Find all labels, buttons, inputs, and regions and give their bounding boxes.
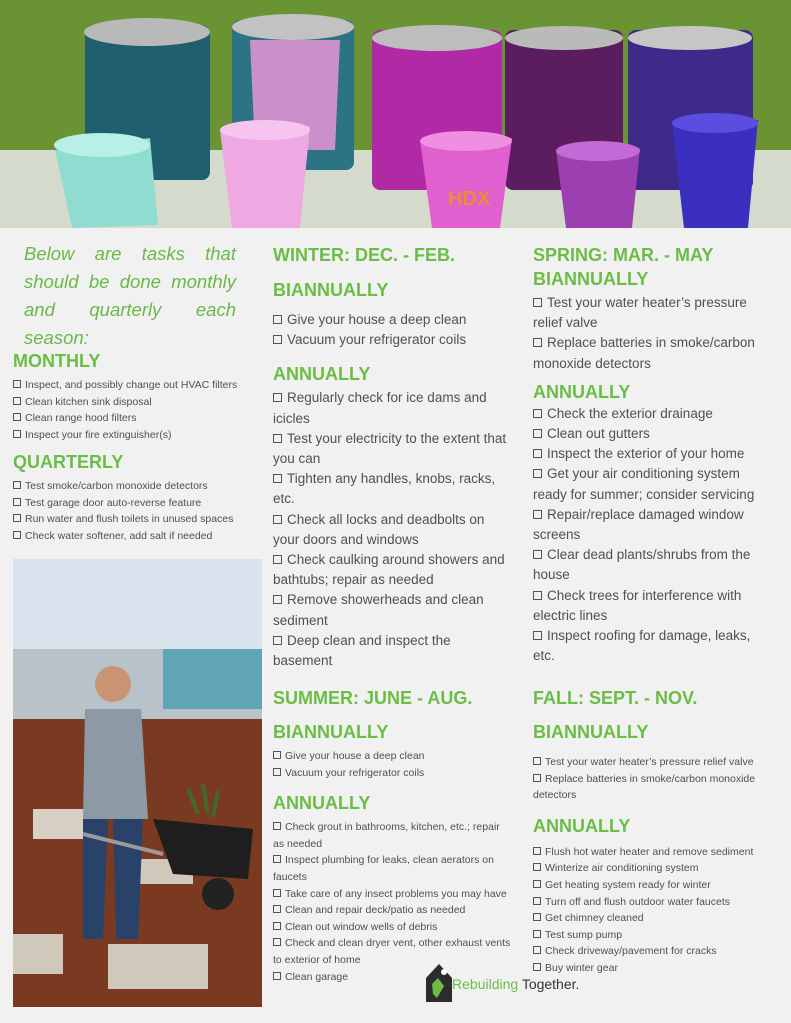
checkbox-icon[interactable]: [273, 515, 282, 524]
list-item: Flush hot water heater and remove sediment: [533, 844, 773, 861]
checkbox-icon[interactable]: [533, 774, 541, 782]
checkbox-icon[interactable]: [273, 855, 281, 863]
list-item: Run water and flush toilets in unused spaces: [13, 511, 258, 528]
checkbox-icon[interactable]: [13, 380, 21, 388]
hero-image-paint-cans: [0, 0, 791, 228]
list-item: Clean and repair deck/patio as needed: [273, 902, 513, 919]
list-item: Test your electricity to the extent that you can: [273, 430, 507, 467]
checkbox-icon[interactable]: [273, 393, 282, 402]
quarterly-heading: QUARTERLY: [13, 452, 124, 472]
checkbox-icon[interactable]: [13, 498, 21, 506]
checkbox-icon[interactable]: [533, 338, 542, 347]
summer-biannually-heading: BIANNUALLY: [273, 722, 389, 742]
list-item: Get your air conditioning system ready for summer; consider servicing: [533, 466, 755, 502]
logo-word-together: Together.: [521, 976, 580, 992]
svg-text:HDX: HDX: [448, 188, 491, 210]
checkbox-icon[interactable]: [533, 847, 541, 855]
monthly-heading: MONTHLY: [13, 351, 101, 371]
monthly-list: [13, 377, 258, 443]
checkbox-icon[interactable]: [13, 413, 21, 421]
house-logo-icon: [424, 958, 454, 1004]
checkbox-icon[interactable]: [273, 922, 281, 930]
winter-annually-list: [273, 388, 513, 671]
spring-heading: SPRING: MAR. - MAY: [533, 245, 714, 265]
checkbox-icon[interactable]: [273, 938, 281, 946]
list-item: Get heating system ready for winter: [533, 877, 773, 894]
summer-biannually-list: [273, 748, 513, 781]
winter-biannually-list: [273, 310, 513, 350]
intro-text: Below are tasks that should be done monthly and quarterly each season:: [24, 243, 236, 348]
checkbox-icon[interactable]: [273, 335, 282, 344]
list-item: Test garage door auto-reverse feature: [13, 495, 258, 512]
checkbox-icon[interactable]: [273, 822, 281, 830]
fall-biannually-list: [533, 754, 773, 804]
list-item: Get chimney cleaned: [533, 910, 773, 927]
fall-section: [533, 686, 773, 977]
list-item: Clean kitchen sink disposal: [13, 394, 258, 411]
checkbox-icon[interactable]: [533, 863, 541, 871]
list-item: Inspect roofing for damage, leaks, etc.: [533, 628, 751, 664]
list-item: Clean garage: [273, 969, 513, 986]
checkbox-icon[interactable]: [533, 631, 542, 640]
checkbox-icon[interactable]: [273, 595, 282, 604]
quarterly-section: [13, 450, 258, 544]
checkbox-icon[interactable]: [533, 757, 541, 765]
list-item: Give your house a deep clean: [273, 310, 513, 330]
list-item: Winterize air conditioning system: [533, 860, 773, 877]
list-item: Check grout in bathrooms, kitchen, etc.; repair as needed: [273, 821, 500, 850]
checkbox-icon[interactable]: [533, 449, 542, 458]
checkbox-icon[interactable]: [273, 434, 282, 443]
list-item: Clean range hood filters: [13, 410, 258, 427]
list-item: Test your water heater’s pressure relief valve: [533, 754, 773, 771]
list-item: Give your house a deep clean: [273, 748, 513, 765]
spring-section: [533, 243, 773, 666]
list-item: Replace batteries in smoke/carbon monoxide detectors: [533, 772, 756, 802]
checkbox-icon[interactable]: [533, 409, 542, 418]
list-item: Check and clean dryer vent, other exhaust vents to exterior of home: [273, 937, 511, 966]
checkbox-icon[interactable]: [533, 429, 542, 438]
list-item: Inspect the exterior of your home: [533, 444, 773, 464]
list-item: Vacuum your refrigerator coils: [273, 765, 513, 782]
winter-section: [273, 243, 513, 671]
list-item: Check trees for interference with electric lines: [533, 587, 742, 623]
list-item: Check water softener, add salt if needed: [13, 528, 258, 545]
winter-annually-heading: ANNUALLY: [273, 364, 371, 385]
volunteer-photo: [13, 559, 262, 1007]
list-item: Vacuum your refrigerator coils: [273, 330, 513, 350]
logo-text: [452, 976, 579, 992]
list-item: Test your water heater’s pressure relief valve: [533, 295, 747, 331]
list-item: Test smoke/carbon monoxide detectors: [13, 478, 258, 495]
list-item: Regularly check for ice dams and icicles: [273, 390, 487, 426]
checkbox-icon[interactable]: [533, 897, 541, 905]
list-item: Tighten any handles, knobs, racks, etc.: [273, 471, 496, 507]
list-item: Clear dead plants/shrubs from the house: [533, 547, 751, 583]
fall-annually-list: [533, 844, 773, 977]
list-item: Test sump pump: [533, 927, 773, 944]
list-item: Inspect, and possibly change out HVAC filters: [13, 377, 258, 394]
fall-annually-heading: ANNUALLY: [533, 815, 631, 836]
summer-annually-heading: ANNUALLY: [273, 793, 371, 814]
spring-biannually-heading: BIANNUALLY: [533, 269, 649, 289]
list-item: Take care of any insect problems you may have: [273, 886, 513, 903]
checkbox-icon[interactable]: [13, 531, 21, 539]
list-item: Remove showerheads and clean sediment: [273, 592, 484, 628]
quarterly-list: [13, 478, 258, 544]
checkbox-icon[interactable]: [273, 555, 282, 564]
list-item: Check the exterior drainage: [533, 404, 773, 424]
summer-heading: SUMMER: JUNE - AUG.: [273, 688, 473, 708]
list-item: Check all locks and deadbolts on your doors and windows: [273, 511, 485, 547]
checkbox-icon[interactable]: [273, 474, 282, 483]
checkbox-icon[interactable]: [533, 591, 542, 600]
list-item: Inspect your fire extinguisher(s): [13, 427, 258, 444]
checkbox-icon[interactable]: [533, 880, 541, 888]
checkbox-icon[interactable]: [533, 550, 542, 559]
fall-heading: FALL: SEPT. - NOV.: [533, 688, 698, 708]
list-item: Clean out gutters: [533, 424, 773, 444]
spring-biannually-list: [533, 293, 773, 374]
list-item: Repair/replace damaged window screens: [533, 506, 744, 543]
list-item: Buy winter gear: [533, 960, 773, 977]
checkbox-icon[interactable]: [273, 972, 281, 980]
checkbox-icon[interactable]: [273, 905, 281, 913]
list-item: Turn off and flush outdoor water faucets: [533, 894, 773, 911]
checkbox-icon[interactable]: [13, 397, 21, 405]
checkbox-icon[interactable]: [273, 636, 282, 645]
list-item: Inspect plumbing for leaks, clean aerators on faucets: [273, 854, 494, 883]
checkbox-icon[interactable]: [13, 514, 21, 522]
checkbox-icon[interactable]: [533, 298, 542, 307]
checkbox-icon[interactable]: [13, 481, 21, 489]
list-item: Replace batteries in smoke/carbon monoxide detectors: [533, 335, 755, 371]
checkbox-icon[interactable]: [273, 315, 282, 324]
list-item: Clean out window wells of debris: [273, 919, 513, 936]
checkbox-icon[interactable]: [533, 469, 542, 478]
summer-section: [273, 686, 513, 985]
fall-biannually-heading: BIANNUALLY: [533, 722, 649, 742]
checkbox-icon[interactable]: [533, 946, 541, 954]
spring-annually-list: [533, 404, 773, 667]
monthly-section: [13, 349, 258, 443]
winter-heading: WINTER: DEC. - FEB.: [273, 245, 455, 265]
logo-word-rebuilding: Rebuilding: [452, 976, 519, 992]
checkbox-icon[interactable]: [273, 889, 281, 897]
winter-biannually-heading: BIANNUALLY: [273, 280, 389, 300]
list-item: Check driveway/pavement for cracks: [533, 943, 773, 960]
checkbox-icon[interactable]: [533, 913, 541, 921]
rebuilding-together-logo: [424, 958, 594, 1004]
list-item: Deep clean and inspect the basement: [273, 632, 451, 669]
list-item: Check caulking around showers and bathtubs; repair as needed: [273, 552, 505, 588]
checkbox-icon[interactable]: [273, 751, 281, 759]
checkbox-icon[interactable]: [533, 510, 542, 519]
checkbox-icon[interactable]: [13, 430, 21, 438]
checkbox-icon[interactable]: [533, 930, 541, 938]
checkbox-icon[interactable]: [273, 768, 281, 776]
spring-annually-heading: ANNUALLY: [533, 381, 631, 402]
